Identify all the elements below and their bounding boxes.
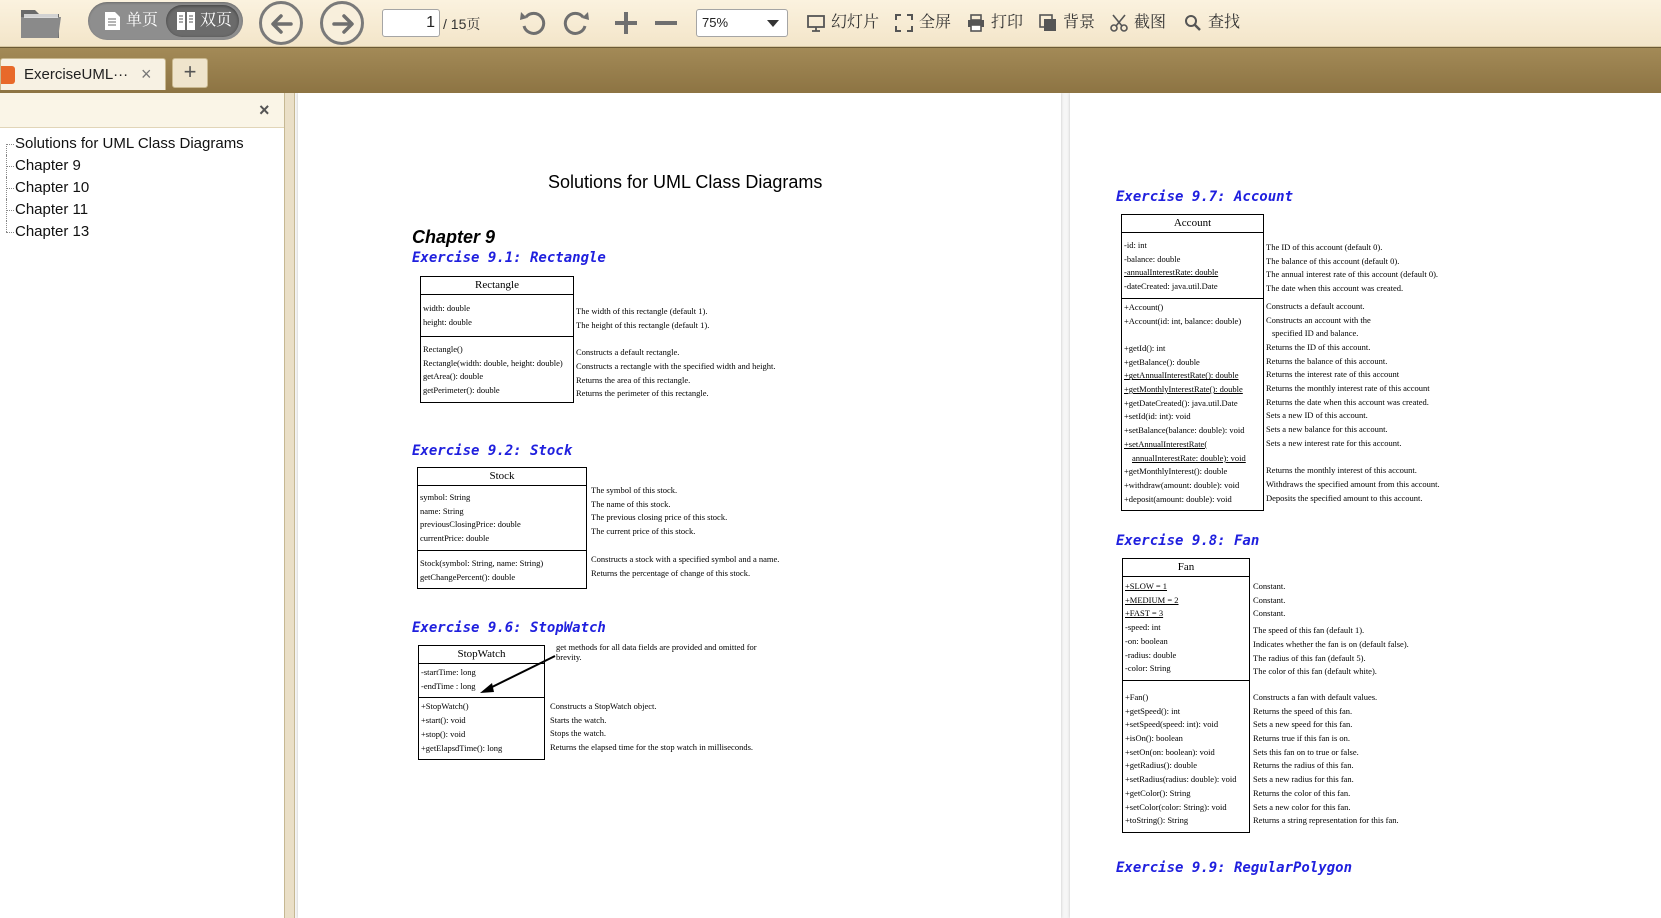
find-label: 查找 [1208, 14, 1241, 31]
uml-description: Constant. [1253, 594, 1286, 605]
uml-descriptions [550, 700, 753, 755]
outline-item[interactable] [0, 221, 244, 243]
uml-description: Returns the balance of this account. [1266, 355, 1388, 366]
screenshot-label: 截图 [1134, 14, 1167, 31]
uml-class-fan [1122, 558, 1250, 833]
note-arrow-icon [478, 653, 558, 695]
uml-description: The name of this stock. [591, 498, 671, 509]
slideshow-button[interactable] [807, 11, 879, 35]
uml-method: Rectangle(width: double, height: double) [423, 357, 563, 368]
uml-description: Returns the monthly interest of this account. [1266, 465, 1417, 476]
uml-description: Sets a new balance for this account. [1266, 424, 1388, 435]
uml-method: getPerimeter(): double [423, 385, 500, 396]
uml-field: -radius: double [1125, 649, 1177, 660]
page-number-input[interactable]: 1 [382, 9, 440, 37]
tab-bar [0, 47, 1661, 93]
zoom-value: 75% [702, 15, 729, 30]
uml-field: currentPrice: double [420, 533, 490, 544]
uml-description: Returns the elapsed time for the stop watch in milliseconds. [550, 742, 754, 753]
uml-class-name: Fan [1123, 559, 1249, 577]
uml-method: +start(): void [421, 715, 466, 726]
uml-description: The width of this rectangle (default 1). [576, 306, 708, 316]
exercise-title: Exercise 9.6: StopWatch [412, 620, 606, 636]
print-button[interactable] [967, 11, 1023, 35]
exercise-title: Exercise 9.8: Fan [1116, 533, 1260, 549]
uml-description: Returns the interest rate of this account [1266, 369, 1400, 380]
slideshow-icon [807, 14, 825, 32]
uml-method: +toString(): String [1125, 815, 1189, 826]
uml-method: +getRadius(): double [1125, 760, 1198, 771]
uml-method: +setSpeed(speed: int): void [1125, 719, 1219, 730]
uml-description: The ID of this account (default 0). [1266, 242, 1383, 252]
search-icon [1184, 14, 1202, 32]
uml-method: +setAnnualInterestRate( [1124, 438, 1208, 449]
uml-method: Stock(symbol: String, name: String) [420, 557, 544, 568]
uml-field: previousClosingPrice: double [420, 519, 521, 530]
close-sidebar-icon[interactable]: × [259, 100, 270, 120]
fullscreen-button[interactable] [895, 11, 951, 35]
uml-method: annualInterestRate: double): void [1132, 452, 1246, 463]
uml-class-name: Rectangle [421, 277, 573, 295]
single-page-icon [102, 11, 122, 31]
uml-methods [418, 551, 586, 588]
uml-method: getChangePercent(): double [420, 571, 516, 582]
uml-field: -speed: int [1125, 622, 1161, 633]
uml-description: Constant. [1253, 608, 1286, 619]
uml-method: +StopWatch() [421, 701, 469, 712]
uml-description: Stops the watch. [550, 728, 606, 739]
outline-item-label: Solutions for UML Class Diagrams [15, 135, 244, 152]
outline-item[interactable] [0, 133, 244, 155]
uml-fields [1122, 233, 1263, 299]
forward-button[interactable] [320, 1, 364, 45]
uml-description: Returns the date when this account was created. [1266, 396, 1429, 407]
uml-description: The color of this fan (default white). [1253, 666, 1377, 677]
uml-description: Returns the ID of this account. [1266, 341, 1371, 352]
uml-field: +SLOW = 1 [1125, 581, 1168, 591]
zoom-in-button[interactable] [611, 8, 641, 38]
outline-item[interactable] [0, 177, 244, 199]
double-page-label: 双页 [200, 12, 233, 29]
printer-icon [967, 14, 985, 32]
rotate-left-button[interactable] [518, 8, 548, 38]
find-button[interactable] [1184, 11, 1240, 35]
uml-method: +getColor(): String [1125, 787, 1191, 798]
uml-method: +getMonthlyInterestRate(): double [1124, 384, 1243, 395]
uml-method: +getMonthlyInterest(): double [1124, 466, 1228, 477]
uml-description: Constructs a default rectangle. [576, 347, 680, 358]
uml-method: +setRadius(radius: double): void [1125, 774, 1237, 785]
uml-method: +getAnnualInterestRate(): double [1124, 370, 1239, 381]
uml-method: +getSpeed(): int [1125, 705, 1181, 716]
uml-method: Rectangle() [423, 344, 463, 354]
uml-field: -endTime : long [421, 680, 476, 691]
uml-field: name: String [420, 505, 464, 516]
uml-class-name: StopWatch [419, 646, 544, 664]
uml-method: +getId(): int [1124, 342, 1166, 353]
uml-description: Constructs a stock with a specified symbol and a name. [591, 553, 780, 564]
uml-field: -startTime: long [421, 667, 476, 677]
uml-descriptions [1266, 241, 1440, 505]
rotate-left-icon [518, 8, 548, 38]
uml-field: +FAST = 3 [1125, 608, 1164, 619]
uml-field: +MEDIUM = 2 [1125, 594, 1179, 605]
uml-descriptions [576, 305, 775, 401]
uml-method: +setBalance(balance: double): void [1124, 425, 1245, 436]
outline-item[interactable] [0, 199, 244, 221]
uml-field: -on: boolean [1125, 635, 1168, 646]
page-left [298, 93, 1061, 918]
uml-method: +withdraw(amount: double): void [1124, 479, 1240, 490]
uml-descriptions [1253, 580, 1409, 828]
document-title: Solutions for UML Class Diagrams [548, 172, 823, 192]
double-page-button[interactable] [166, 5, 239, 37]
uml-description: The date when this account was created. [1266, 283, 1404, 294]
uml-method: +stop(): void [421, 728, 466, 739]
uml-description: Sets a new radius for this fan. [1253, 774, 1354, 785]
uml-description: Sets a new ID of this account. [1266, 410, 1368, 421]
background-icon [1039, 14, 1057, 32]
outline-tree [0, 133, 244, 243]
uml-description: Constructs a rectangle with the specified width and height. [576, 360, 776, 371]
uml-description: The balance of this account (default 0). [1266, 255, 1400, 266]
new-tab-button[interactable]: + [172, 58, 208, 88]
single-page-label: 单页 [126, 12, 159, 29]
fullscreen-label: 全屏 [919, 14, 952, 31]
scissors-icon [1110, 14, 1128, 32]
uml-description: Starts the watch. [550, 714, 607, 725]
arrow-left-icon [269, 11, 295, 37]
outline-item-label: Chapter 10 [15, 179, 90, 196]
uml-methods [421, 337, 573, 402]
uml-method: +Account(id: int, balance: double) [1124, 315, 1242, 326]
open-folder-icon[interactable] [18, 2, 64, 42]
exercise-title: Exercise 9.9: RegularPolygon [1116, 860, 1353, 876]
uml-method: +Account() [1124, 301, 1164, 312]
tab-label: ExerciseUML··· [24, 66, 129, 83]
uml-description: Returns the radius of this fan. [1253, 760, 1354, 771]
uml-fields [418, 486, 586, 551]
uml-method: +getDateCreated(): java.util.Date [1124, 397, 1238, 408]
background-label: 背景 [1063, 14, 1096, 31]
back-button[interactable] [259, 1, 303, 45]
uml-description: Constructs a default account. [1266, 300, 1365, 311]
uml-note: get methods for all data fields are provided and omitted for brevity. [556, 642, 757, 662]
background-button[interactable] [1039, 11, 1095, 35]
sidebar-header [0, 93, 284, 128]
uml-description: The symbol of this stock. [591, 485, 678, 495]
uml-description: specified ID and balance. [1272, 328, 1359, 339]
uml-description: Returns the color of this fan. [1253, 787, 1351, 798]
print-label: 打印 [991, 14, 1024, 31]
uml-method: +setId(id: int): void [1124, 411, 1191, 422]
zoom-out-button[interactable] [651, 8, 681, 38]
close-tab-icon[interactable]: × [141, 64, 152, 84]
uml-methods [1122, 299, 1263, 511]
outline-item-label: Chapter 9 [15, 157, 81, 174]
uml-description: Sets this fan on to true or false. [1253, 746, 1359, 757]
uml-description: Sets a new speed for this fan. [1253, 719, 1353, 730]
slideshow-label: 幻灯片 [831, 14, 880, 31]
uml-description: Constructs a fan with default values. [1253, 691, 1378, 702]
page-total: / 15页 [443, 16, 481, 32]
uml-description: Returns the speed of this fan. [1253, 705, 1353, 716]
uml-description: The annual interest rate of this account (default 0). [1266, 269, 1439, 280]
outline-item[interactable] [0, 155, 244, 177]
uml-description: Constant. [1253, 581, 1286, 591]
uml-method: getArea(): double [423, 371, 484, 382]
uml-field: width: double [423, 303, 470, 313]
document-tab[interactable] [0, 58, 166, 90]
screenshot-button[interactable] [1110, 11, 1166, 35]
uml-field: height: double [423, 316, 472, 327]
uml-description: Returns the percentage of change of this stock. [591, 567, 751, 578]
zoom-select[interactable] [696, 9, 788, 37]
uml-description: The radius of this fan (default 5). [1253, 652, 1366, 663]
uml-class-stock [417, 467, 587, 589]
uml-method: +isOn(): boolean [1125, 733, 1183, 744]
uml-class-name: Stock [418, 468, 586, 486]
uml-method: +getBalance(): double [1124, 356, 1200, 367]
uml-description: Returns true if this fan is on. [1253, 733, 1351, 744]
rotate-right-button[interactable] [561, 8, 591, 38]
plus-icon [611, 8, 641, 38]
exercise-title: Exercise 9.2: Stock [412, 443, 573, 459]
exercise-title: Exercise 9.7: Account [1116, 189, 1294, 205]
uml-method: +Fan() [1125, 691, 1149, 702]
uml-description: Withdraws the specified amount from this account. [1266, 478, 1440, 489]
uml-description: Constructs an account with the [1266, 314, 1371, 325]
uml-description: The previous closing price of this stock. [591, 512, 728, 523]
uml-description: Returns the area of this rectangle. [576, 374, 691, 385]
uml-fields [1123, 577, 1249, 681]
page-right [1070, 93, 1661, 918]
uml-field: -balance: double [1124, 253, 1181, 264]
uml-description: Returns the monthly interest rate of this account [1266, 383, 1430, 394]
chevron-down-icon [767, 20, 779, 27]
exercise-title: Exercise 9.1: Rectangle [412, 250, 606, 266]
uml-description: Constructs a StopWatch object. [550, 701, 657, 711]
uml-description: Returns the perimeter of this rectangle. [576, 388, 709, 399]
uml-fields [421, 295, 573, 337]
chapter-heading: Chapter 9 [412, 227, 496, 247]
arrow-right-icon [330, 11, 356, 37]
uml-method: +deposit(amount: double): void [1124, 493, 1232, 504]
uml-method: +getElapsdTime(): long [421, 742, 503, 753]
double-page-icon [176, 11, 196, 31]
uml-description: Returns a string representation for this fan. [1253, 815, 1399, 826]
uml-description: The current price of this stock. [591, 526, 696, 537]
uml-descriptions [591, 484, 779, 580]
document-viewer [295, 93, 1661, 918]
uml-field: symbol: String [420, 492, 471, 502]
page-mode-toggle [88, 2, 243, 40]
outline-item-label: Chapter 13 [15, 223, 90, 240]
uml-class-account [1121, 214, 1264, 511]
uml-field: -annualInterestRate: double [1124, 267, 1219, 278]
uml-description: The speed of this fan (default 1). [1253, 625, 1365, 636]
uml-field: -color: String [1125, 663, 1171, 674]
rotate-right-icon [561, 8, 591, 38]
uml-description: The height of this rectangle (default 1). [576, 319, 710, 330]
fullscreen-icon [895, 14, 913, 32]
uml-description: Indicates whether the fan is on (default false). [1253, 638, 1409, 649]
uml-class-rectangle [420, 276, 574, 403]
pdf-file-icon [1, 66, 15, 84]
uml-field: -id: int [1124, 240, 1147, 250]
sidebar-splitter[interactable] [284, 93, 295, 918]
uml-description: Deposits the specified amount to this account. [1266, 492, 1423, 503]
uml-methods [419, 698, 544, 759]
minus-icon [651, 8, 681, 38]
toolbar [0, 0, 1661, 47]
uml-field: -dateCreated: java.util.Date [1124, 281, 1218, 292]
uml-description: Sets a new color for this fan. [1253, 801, 1351, 812]
single-page-button[interactable] [92, 5, 164, 37]
uml-method: +setColor(color: String): void [1125, 801, 1227, 812]
outline-item-label: Chapter 11 [15, 201, 89, 218]
uml-methods [1123, 681, 1249, 832]
uml-class-name: Account [1122, 215, 1263, 233]
outline-sidebar [0, 93, 284, 918]
uml-method: +setOn(on: boolean): void [1125, 746, 1215, 757]
uml-description: Sets a new interest rate for this account. [1266, 437, 1402, 448]
